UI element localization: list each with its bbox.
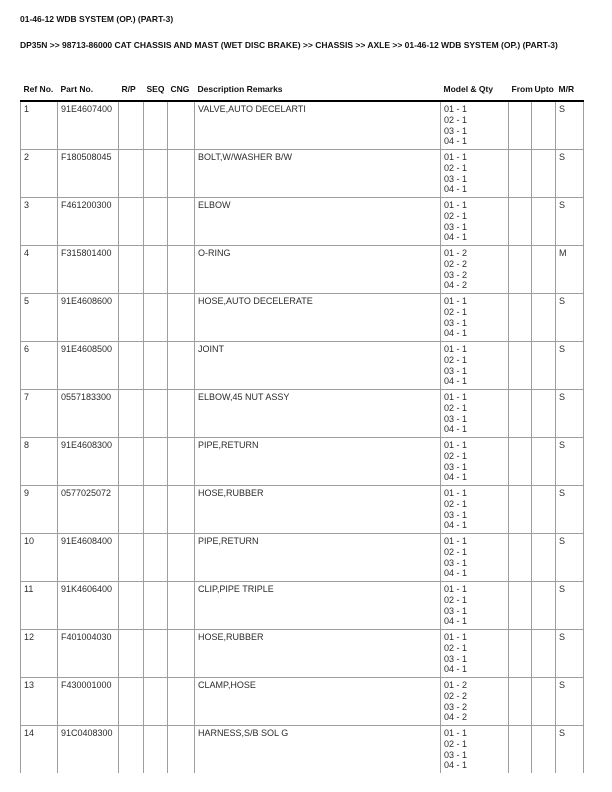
table-row <box>21 101 584 150</box>
model-qty-line: 04 - 2 <box>444 712 468 723</box>
description-cell: ELBOW <box>195 198 441 246</box>
table-header-row <box>21 84 584 101</box>
part-no-cell: F315801400 <box>58 246 119 294</box>
cng-cell <box>168 534 195 582</box>
from-cell <box>509 630 532 678</box>
table-row <box>21 534 584 582</box>
model-qty-line: 04 - 1 <box>444 664 468 675</box>
seq-cell <box>144 198 168 246</box>
table-row <box>21 294 584 342</box>
model-qty-line: 01 - 1 <box>444 584 468 594</box>
seq-cell <box>144 630 168 678</box>
column-header-seq: SEQ <box>144 84 168 101</box>
part-no-cell: 91E4608300 <box>58 438 119 486</box>
table-row <box>21 438 584 486</box>
cng-cell <box>168 678 195 726</box>
from-cell <box>509 198 532 246</box>
upto-cell <box>532 486 556 534</box>
ref-no-cell: 5 <box>21 294 58 342</box>
cng-cell <box>168 150 195 198</box>
table-row <box>21 582 584 630</box>
mr-cell: S <box>556 150 584 198</box>
model-qty-cell <box>441 726 509 774</box>
description-cell: O-RING <box>195 246 441 294</box>
cng-cell <box>168 438 195 486</box>
seq-cell <box>144 678 168 726</box>
model-qty-line: 03 - 1 <box>444 509 468 520</box>
model-qty-line: 01 - 1 <box>444 200 468 210</box>
rp-cell <box>119 342 144 390</box>
model-qty-line: 04 - 2 <box>444 280 468 291</box>
model-qty-cell <box>441 198 509 246</box>
model-qty-line: 03 - 1 <box>444 365 468 376</box>
description-cell: PIPE,RETURN <box>195 534 441 582</box>
model-qty-cell <box>441 101 509 150</box>
table-row <box>21 678 584 726</box>
mr-cell: S <box>556 582 584 630</box>
column-header-description-remarks: Description Remarks <box>195 84 441 101</box>
from-cell <box>509 150 532 198</box>
cng-cell <box>168 630 195 678</box>
model-qty-cell <box>441 582 509 630</box>
model-qty-line: 03 - 1 <box>444 413 468 424</box>
model-qty-line: 03 - 1 <box>444 317 468 328</box>
rp-cell <box>119 582 144 630</box>
model-qty-line: 03 - 2 <box>444 701 468 712</box>
cng-cell <box>168 726 195 774</box>
column-header-cng: CNG <box>168 84 195 101</box>
cng-cell <box>168 246 195 294</box>
rp-cell <box>119 486 144 534</box>
model-qty-line: 04 - 1 <box>444 424 468 435</box>
part-no-cell: 91C0408300 <box>58 726 119 774</box>
seq-cell <box>144 534 168 582</box>
model-qty-line: 04 - 1 <box>444 376 468 387</box>
description-cell: BOLT,W/WASHER B/W <box>195 150 441 198</box>
ref-no-cell: 3 <box>21 198 58 246</box>
upto-cell <box>532 582 556 630</box>
column-header-rp: R/P <box>119 84 144 101</box>
mr-cell: S <box>556 630 584 678</box>
model-qty-cell <box>441 150 509 198</box>
model-qty-line: 01 - 1 <box>444 536 468 546</box>
model-qty-line: 01 - 1 <box>444 296 468 306</box>
part-no-cell: 0577025072 <box>58 486 119 534</box>
part-no-cell: F401004030 <box>58 630 119 678</box>
model-qty-line: 02 - 1 <box>444 546 468 557</box>
part-no-cell: F461200300 <box>58 198 119 246</box>
model-qty-line: 02 - 1 <box>444 498 468 509</box>
model-qty-line: 03 - 1 <box>444 461 468 472</box>
description-cell: HARNESS,S/B SOL G <box>195 726 441 774</box>
upto-cell <box>532 534 556 582</box>
upto-cell <box>532 101 556 150</box>
seq-cell <box>144 342 168 390</box>
part-no-cell: F430001000 <box>58 678 119 726</box>
upto-cell <box>532 342 556 390</box>
model-qty-line: 04 - 1 <box>444 568 468 579</box>
model-qty-line: 01 - 1 <box>444 344 468 354</box>
part-no-cell: 0557183300 <box>58 390 119 438</box>
from-cell <box>509 438 532 486</box>
model-qty-line: 02 - 1 <box>444 402 468 413</box>
model-qty-line: 02 - 2 <box>444 690 468 701</box>
table-row <box>21 198 584 246</box>
part-no-cell: 91E4608500 <box>58 342 119 390</box>
table-row <box>21 630 584 678</box>
model-qty-line: 04 - 1 <box>444 760 468 771</box>
model-qty-line: 04 - 1 <box>444 520 468 531</box>
part-no-cell: 91E4608600 <box>58 294 119 342</box>
column-header-model-qty: Model & Qty <box>441 84 509 101</box>
model-qty-line: 04 - 1 <box>444 184 468 195</box>
rp-cell <box>119 678 144 726</box>
column-header-mr: M/R <box>556 84 584 101</box>
column-header-upto: Upto <box>532 84 556 101</box>
mr-cell: S <box>556 342 584 390</box>
mr-cell: S <box>556 534 584 582</box>
cng-cell <box>168 582 195 630</box>
model-qty-line: 03 - 1 <box>444 125 468 136</box>
breadcrumb: DP35N >> 98713-86000 CAT CHASSIS AND MAST (WET DISC BRAKE) >> CHASSIS >> AXLE >> 01-46-12 WDB SYSTEM (OP.) (PART-3) <box>20 40 558 50</box>
ref-no-cell: 4 <box>21 246 58 294</box>
from-cell <box>509 246 532 294</box>
seq-cell <box>144 438 168 486</box>
model-qty-line: 02 - 1 <box>444 210 468 221</box>
column-header-from: From <box>509 84 532 101</box>
upto-cell <box>532 150 556 198</box>
ref-no-cell: 2 <box>21 150 58 198</box>
mr-cell: S <box>556 486 584 534</box>
upto-cell <box>532 438 556 486</box>
rp-cell <box>119 726 144 774</box>
part-no-cell: 91E4608400 <box>58 534 119 582</box>
model-qty-line: 04 - 1 <box>444 472 468 483</box>
model-qty-line: 02 - 1 <box>444 738 468 749</box>
description-cell: ELBOW,45 NUT ASSY <box>195 390 441 438</box>
description-cell: PIPE,RETURN <box>195 438 441 486</box>
model-qty-line: 01 - 1 <box>444 104 468 114</box>
cng-cell <box>168 342 195 390</box>
ref-no-cell: 8 <box>21 438 58 486</box>
rp-cell <box>119 150 144 198</box>
from-cell <box>509 390 532 438</box>
rp-cell <box>119 438 144 486</box>
table-row <box>21 486 584 534</box>
ref-no-cell: 14 <box>21 726 58 774</box>
model-qty-line: 04 - 1 <box>444 136 468 147</box>
model-qty-line: 03 - 1 <box>444 173 468 184</box>
part-no-cell: 91E4607400 <box>58 101 119 150</box>
upto-cell <box>532 294 556 342</box>
ref-no-cell: 11 <box>21 582 58 630</box>
upto-cell <box>532 198 556 246</box>
model-qty-cell <box>441 390 509 438</box>
rp-cell <box>119 198 144 246</box>
from-cell <box>509 582 532 630</box>
cng-cell <box>168 101 195 150</box>
rp-cell <box>119 534 144 582</box>
ref-no-cell: 1 <box>21 101 58 150</box>
description-cell: HOSE,AUTO DECELERATE <box>195 294 441 342</box>
table-row <box>21 150 584 198</box>
rp-cell <box>119 390 144 438</box>
model-qty-line: 02 - 1 <box>444 306 468 317</box>
from-cell <box>509 678 532 726</box>
upto-cell <box>532 246 556 294</box>
seq-cell <box>144 294 168 342</box>
model-qty-line: 02 - 1 <box>444 114 468 125</box>
seq-cell <box>144 101 168 150</box>
mr-cell: S <box>556 198 584 246</box>
rp-cell <box>119 294 144 342</box>
seq-cell <box>144 582 168 630</box>
seq-cell <box>144 390 168 438</box>
rp-cell <box>119 630 144 678</box>
ref-no-cell: 13 <box>21 678 58 726</box>
model-qty-line: 03 - 1 <box>444 749 468 760</box>
seq-cell <box>144 150 168 198</box>
model-qty-line: 02 - 1 <box>444 354 468 365</box>
model-qty-line: 02 - 1 <box>444 642 468 653</box>
model-qty-line: 01 - 1 <box>444 440 468 450</box>
column-header-part-no: Part No. <box>58 84 119 101</box>
upto-cell <box>532 630 556 678</box>
model-qty-cell <box>441 342 509 390</box>
model-qty-line: 02 - 1 <box>444 162 468 173</box>
cng-cell <box>168 294 195 342</box>
from-cell <box>509 294 532 342</box>
rp-cell <box>119 246 144 294</box>
seq-cell <box>144 246 168 294</box>
rp-cell <box>119 101 144 150</box>
from-cell <box>509 486 532 534</box>
part-no-cell: 91K4606400 <box>58 582 119 630</box>
column-header-ref-no: Ref No. <box>21 84 58 101</box>
model-qty-line: 03 - 2 <box>444 269 468 280</box>
model-qty-line: 03 - 1 <box>444 605 468 616</box>
model-qty-cell <box>441 438 509 486</box>
model-qty-line: 02 - 2 <box>444 258 468 269</box>
model-qty-line: 01 - 2 <box>444 248 468 258</box>
model-qty-line: 01 - 1 <box>444 152 468 162</box>
cng-cell <box>168 198 195 246</box>
description-cell: HOSE,RUBBER <box>195 486 441 534</box>
ref-no-cell: 12 <box>21 630 58 678</box>
mr-cell: S <box>556 726 584 774</box>
model-qty-line: 03 - 1 <box>444 557 468 568</box>
table-row <box>21 390 584 438</box>
table-row <box>21 246 584 294</box>
model-qty-line: 02 - 1 <box>444 450 468 461</box>
ref-no-cell: 6 <box>21 342 58 390</box>
model-qty-cell <box>441 246 509 294</box>
upto-cell <box>532 390 556 438</box>
model-qty-cell <box>441 534 509 582</box>
mr-cell: S <box>556 438 584 486</box>
model-qty-cell <box>441 630 509 678</box>
model-qty-line: 04 - 1 <box>444 328 468 339</box>
model-qty-line: 03 - 1 <box>444 221 468 232</box>
description-cell: CLAMP,HOSE <box>195 678 441 726</box>
model-qty-line: 02 - 1 <box>444 594 468 605</box>
cng-cell <box>168 486 195 534</box>
ref-no-cell: 7 <box>21 390 58 438</box>
page-title: 01-46-12 WDB SYSTEM (OP.) (PART-3) <box>20 14 174 24</box>
upto-cell <box>532 726 556 774</box>
part-no-cell: F180508045 <box>58 150 119 198</box>
model-qty-line: 04 - 1 <box>444 616 468 627</box>
mr-cell: M <box>556 246 584 294</box>
cng-cell <box>168 390 195 438</box>
from-cell <box>509 101 532 150</box>
model-qty-line: 03 - 1 <box>444 653 468 664</box>
description-cell: VALVE,AUTO DECELARTI <box>195 101 441 150</box>
model-qty-line: 01 - 1 <box>444 728 468 738</box>
model-qty-line: 04 - 1 <box>444 232 468 243</box>
table-row <box>21 726 584 774</box>
ref-no-cell: 9 <box>21 486 58 534</box>
mr-cell: S <box>556 101 584 150</box>
model-qty-line: 01 - 1 <box>444 488 468 498</box>
model-qty-cell <box>441 678 509 726</box>
mr-cell: S <box>556 390 584 438</box>
seq-cell <box>144 726 168 774</box>
upto-cell <box>532 678 556 726</box>
from-cell <box>509 342 532 390</box>
mr-cell: S <box>556 294 584 342</box>
table-row <box>21 342 584 390</box>
model-qty-line: 01 - 1 <box>444 392 468 402</box>
model-qty-line: 01 - 1 <box>444 632 468 642</box>
description-cell: HOSE,RUBBER <box>195 630 441 678</box>
from-cell <box>509 534 532 582</box>
model-qty-cell <box>441 486 509 534</box>
parts-table <box>20 84 584 773</box>
model-qty-cell <box>441 294 509 342</box>
description-cell: JOINT <box>195 342 441 390</box>
from-cell <box>509 726 532 774</box>
model-qty-line: 01 - 2 <box>444 680 468 690</box>
mr-cell: S <box>556 678 584 726</box>
ref-no-cell: 10 <box>21 534 58 582</box>
description-cell: CLIP,PIPE TRIPLE <box>195 582 441 630</box>
seq-cell <box>144 486 168 534</box>
